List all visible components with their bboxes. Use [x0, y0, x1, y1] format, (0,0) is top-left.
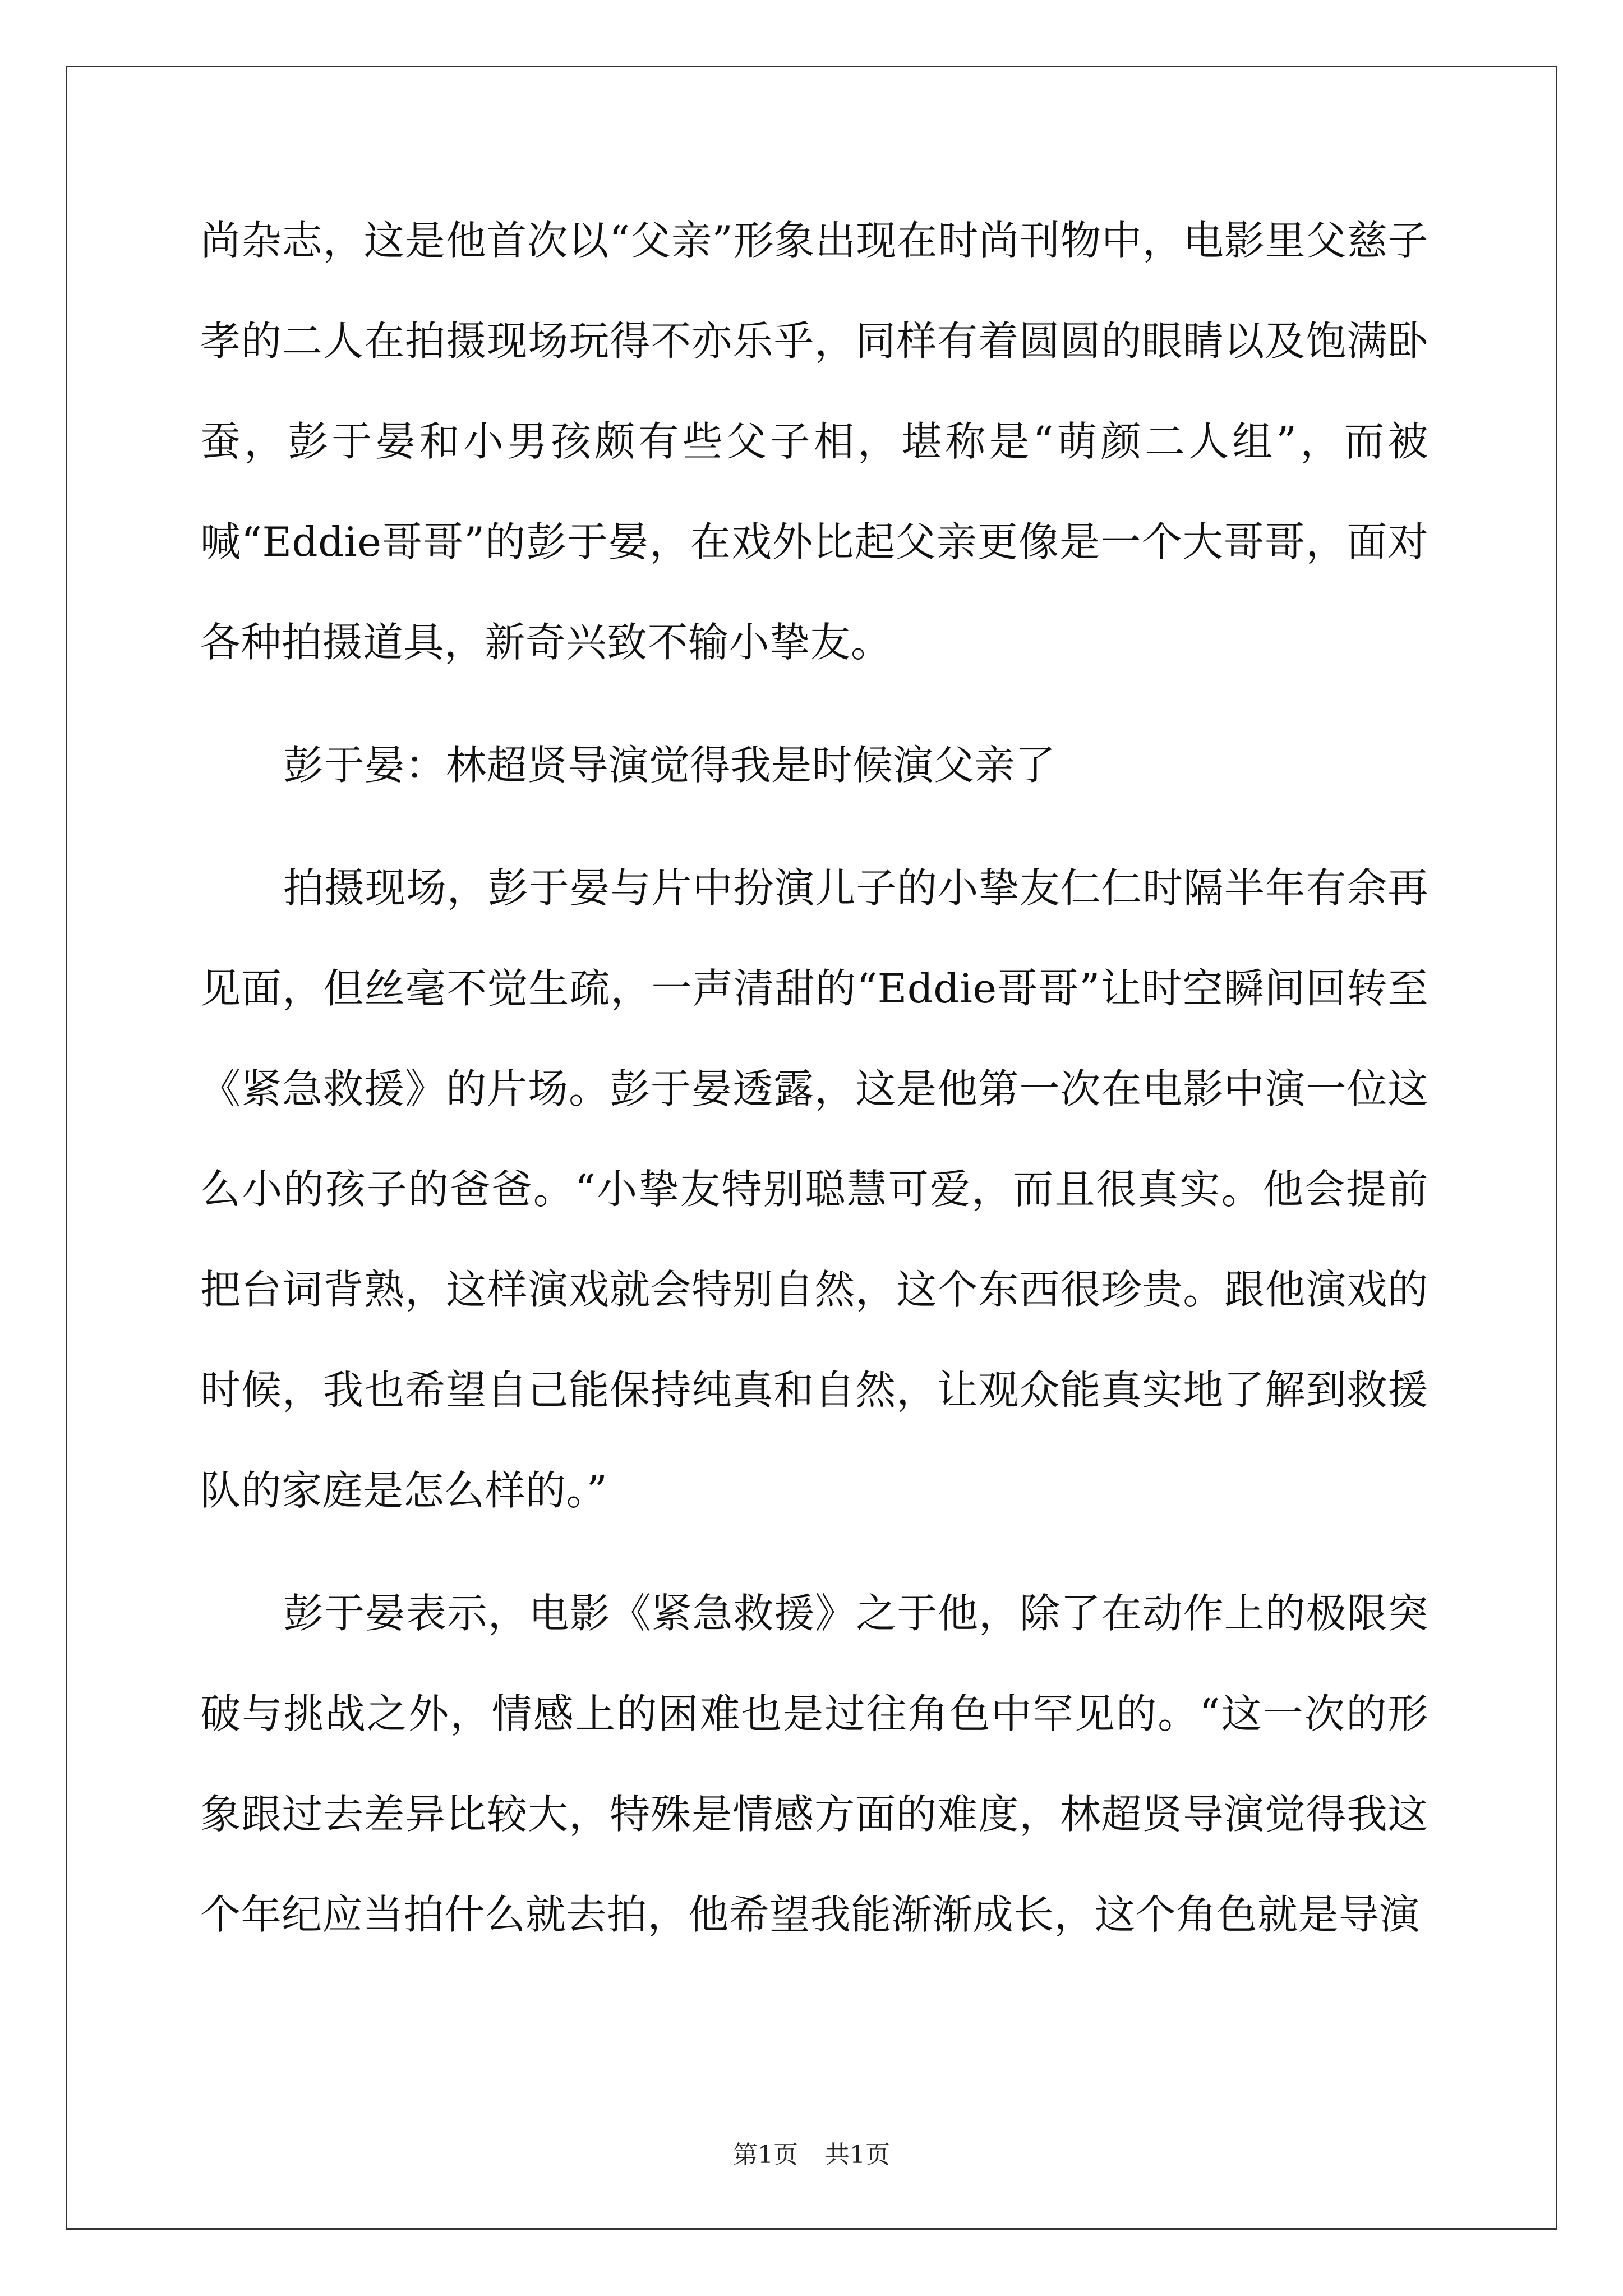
page-total: 共1页 [825, 2141, 890, 2169]
section-heading: 彭于晏：林超贤导演觉得我是时候演父亲了 [283, 742, 1056, 789]
document-body [200, 191, 1428, 1965]
page-number: 第1页 [733, 2141, 798, 2169]
paragraph-2: 拍摄现场，彭于晏与片中扮演儿子的小挚友仁仁时隔半年有余再见面，但丝毫不觉生疏，一声清甜的“Eddie哥哥”让时空瞬间回转至《紧急救援》的片场。彭于晏透露，这是他第一次在电影中演一位这么小的孩子的爸爸。“小挚友特别聪慧可爱，而且很真实。他会提前把台词背熟，这样演戏就会特别自然，这个东西很珍贵。跟他演戏的时候，我也希望自己能保持纯真和自然，让观众能真实地了解到救援队的家庭是怎么样的。” [200, 864, 1428, 1514]
paragraph-3: 彭于晏表示，电影《紧急救援》之于他，除了在动作上的极限突破与挑战之外，情感上的困难也是过往角色中罕见的。“这一次的形象跟过去差异比较大，特殊是情感方面的难度，林超贤导演觉得我这个年纪应当拍什么就去拍，他希望我能渐渐成长，这个角色就是导演 [200, 1590, 1428, 1938]
paragraph-1: 尚杂志，这是他首次以“父亲”形象出现在时尚刊物中，电影里父慈子孝的二人在拍摄现场玩得不亦乐乎，同样有着圆圆的眼睛以及饱满卧蚕，彭于晏和小男孩颇有些父子相，堪称是“萌颜二人组”，而被喊“Eddie哥哥”的彭于晏，在戏外比起父亲更像是一个大哥哥，面对各种拍摄道具，新奇兴致不输小挚友。 [200, 217, 1428, 666]
page-footer [0, 2138, 1623, 2172]
